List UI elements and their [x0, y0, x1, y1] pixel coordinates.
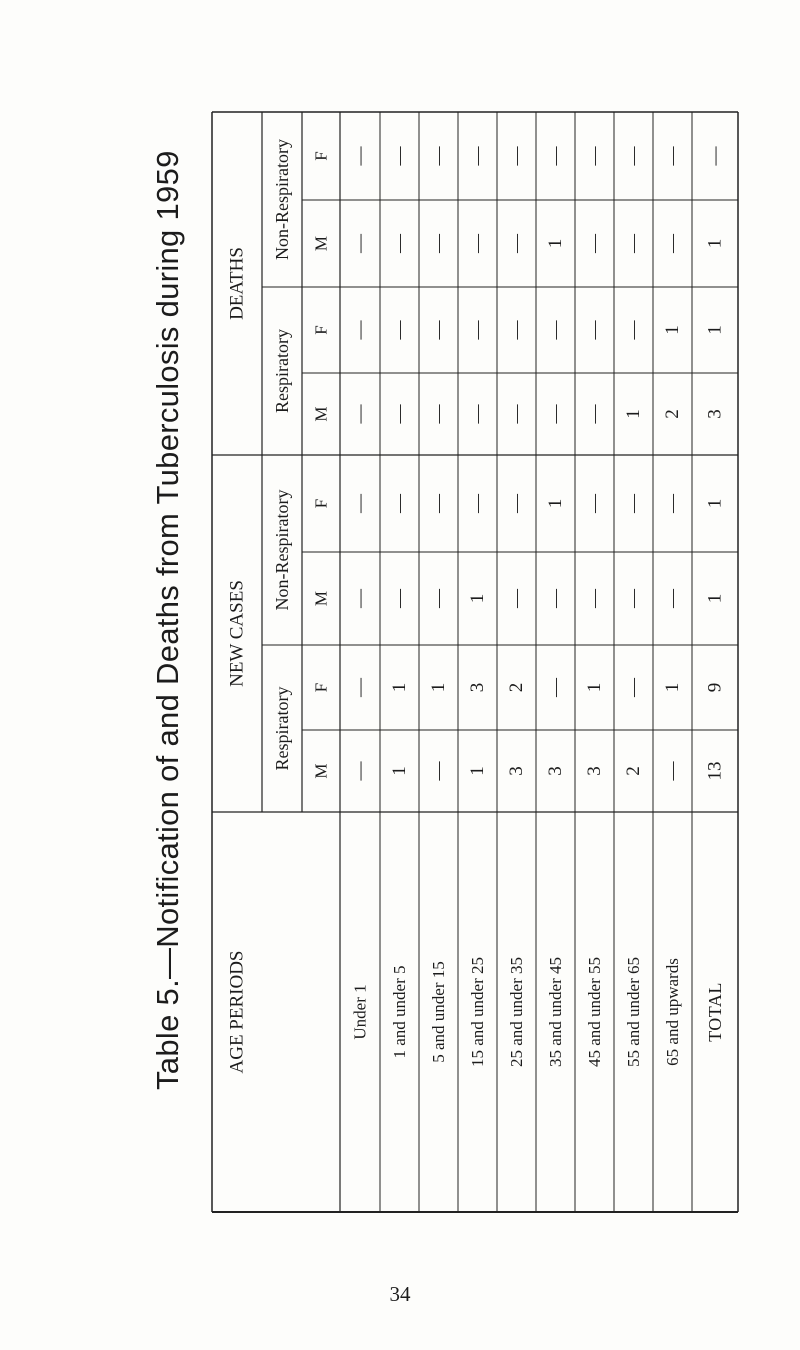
deaths-resp-f-label: F: [311, 325, 331, 335]
table-cell-d-resp-f: —: [584, 320, 605, 340]
table-cell-d-resp-f: —: [506, 320, 527, 340]
age-period-label: 15 and under 25: [468, 956, 487, 1068]
table-cell-d-resp-f: —: [467, 320, 488, 340]
table-cell-d-non-m: —: [428, 234, 449, 253]
table-cell-nc-non-m: —: [623, 589, 644, 608]
table-cell-d-non-m: —: [389, 234, 410, 253]
deaths-non-resp-f-label: F: [311, 151, 331, 161]
table-cell-nc-resp-f: 9: [704, 682, 726, 693]
table-cell-nc-resp-m: 3: [584, 766, 605, 776]
table-cell-nc-resp-m: 2: [623, 766, 644, 776]
newcases-respiratory-label: Respiratory: [272, 686, 292, 771]
table-cell-d-resp-m: —: [428, 404, 449, 424]
table-cell-nc-non-f: —: [467, 494, 488, 513]
new-cases-header: NEW CASES: [226, 580, 248, 687]
table-cell-nc-resp-f: 1: [584, 682, 605, 693]
table-cell-d-non-f: —: [704, 146, 726, 166]
table-cell-nc-non-m: 1: [467, 593, 488, 604]
table-cell-nc-non-m: —: [389, 589, 410, 608]
table-cell-d-non-m: —: [584, 234, 605, 253]
table-cell-d-non-m: —: [662, 234, 683, 253]
table-cell-d-non-f: —: [467, 146, 488, 166]
table-cell-d-resp-m: 2: [662, 409, 683, 419]
deaths-non-resp-m-label: M: [311, 235, 331, 252]
table-cell-d-non-f: —: [428, 146, 449, 166]
table-cell-d-non-f: —: [623, 146, 644, 166]
table-cell-nc-non-f: —: [349, 494, 371, 513]
table-cell-nc-resp-f: 1: [389, 682, 410, 693]
table-cell-d-non-m: 1: [545, 238, 566, 249]
table-cell-nc-resp-m: —: [428, 761, 449, 781]
table-cell-d-non-m: —: [623, 234, 644, 253]
table-cell-d-resp-m: —: [584, 404, 605, 424]
table-cell-nc-resp-f: —: [545, 678, 566, 697]
age-period-label: Under 1: [350, 984, 370, 1040]
table-cell-nc-non-m: —: [428, 589, 449, 608]
table-cell-d-non-m: 1: [704, 238, 726, 249]
page-title: Table 5.—Notification of and Deaths from Tuberculosis during 1959: [150, 150, 185, 1090]
table-cell-d-resp-f: —: [428, 320, 449, 340]
age-period-label: 1 and under 5: [390, 965, 409, 1059]
table-cell-nc-resp-f: 1: [428, 682, 449, 693]
table-cell-d-non-f: —: [584, 146, 605, 166]
total-row-label: TOTAL: [705, 982, 725, 1042]
table-cell-nc-resp-m: 3: [506, 766, 527, 776]
table-cell-d-resp-m: —: [506, 404, 527, 424]
table-cell-nc-resp-f: 2: [506, 682, 527, 693]
table-cell-nc-non-m: —: [545, 589, 566, 608]
table-cell-nc-resp-m: 1: [467, 766, 488, 776]
table-cell-d-resp-m: —: [349, 404, 371, 424]
table-cell-nc-non-m: —: [506, 589, 527, 608]
table-cell-nc-non-f: 1: [545, 498, 566, 509]
table-cell-d-non-m: —: [467, 234, 488, 253]
table-cell-d-non-m: —: [506, 234, 527, 253]
table-cell-nc-resp-f: —: [623, 678, 644, 697]
newcases-non-respiratory-label: Non-Respiratory: [272, 489, 292, 611]
table-cell-nc-non-f: 1: [704, 498, 726, 509]
table-cell-d-resp-f: —: [389, 320, 410, 340]
table-cell-d-non-f: —: [349, 146, 371, 166]
table-cell-d-resp-f: —: [545, 320, 566, 340]
age-period-label: 65 and upwards: [663, 958, 682, 1066]
table-cell-d-non-m: —: [349, 234, 371, 253]
table-cell-d-resp-m: —: [389, 404, 410, 424]
table-cell-d-resp-m: —: [467, 404, 488, 424]
table-cell-nc-non-f: —: [584, 494, 605, 513]
table-cell-d-resp-f: —: [349, 320, 371, 340]
table-cell-d-resp-m: 3: [704, 409, 726, 419]
table-cell-nc-non-m: —: [584, 589, 605, 608]
table-cell-d-resp-f: —: [623, 320, 644, 340]
table-cell-nc-non-m: —: [662, 589, 683, 608]
page-number: 34: [389, 1282, 411, 1306]
table-cell-d-non-f: —: [389, 146, 410, 166]
newcases-resp-f-label: F: [311, 682, 331, 693]
table-cell-d-resp-f: 1: [662, 325, 683, 335]
table-cell-nc-resp-f: 3: [467, 682, 488, 693]
age-period-label: 45 and under 55: [585, 956, 604, 1068]
table-cell-nc-resp-m: 3: [545, 766, 566, 776]
deaths-header: DEATHS: [226, 247, 248, 320]
table-cell-nc-non-m: —: [349, 589, 371, 608]
table-cell-d-resp-m: —: [545, 404, 566, 424]
newcases-non-resp-f-label: F: [311, 498, 331, 509]
table-cell-nc-non-m: 1: [704, 593, 726, 604]
table-cell-nc-resp-m: 1: [389, 766, 410, 776]
newcases-resp-m-label: M: [311, 763, 331, 779]
table-cell-nc-non-f: —: [506, 494, 527, 513]
table-cell-d-resp-m: 1: [623, 409, 644, 419]
table-cell-nc-resp-m: 13: [704, 761, 726, 781]
table-cell-nc-non-f: —: [389, 494, 410, 513]
age-periods-header: AGE PERIODS: [226, 950, 248, 1074]
table-cell-d-resp-f: 1: [704, 325, 726, 335]
age-period-label: 35 and under 45: [546, 956, 565, 1068]
age-period-label: 5 and under 15: [429, 961, 448, 1063]
deaths-resp-m-label: M: [311, 406, 331, 422]
deaths-respiratory-label: Respiratory: [272, 329, 292, 413]
newcases-non-resp-m-label: M: [311, 590, 331, 607]
age-period-label: 25 and under 35: [507, 956, 526, 1068]
table-cell-nc-resp-m: —: [349, 761, 371, 781]
age-period-label: 55 and under 65: [624, 956, 643, 1068]
table-cell-nc-non-f: —: [662, 494, 683, 513]
table-cell-d-non-f: —: [545, 146, 566, 166]
deaths-non-respiratory-label: Non-Respiratory: [272, 139, 292, 260]
table-cell-d-non-f: —: [662, 146, 683, 166]
table-cell-nc-resp-f: 1: [662, 682, 683, 693]
table-cell-nc-resp-f: —: [349, 678, 371, 697]
table-cell-nc-resp-m: —: [662, 761, 683, 781]
table-cell-nc-non-f: —: [428, 494, 449, 513]
table-cell-nc-non-f: —: [623, 494, 644, 513]
table-cell-d-non-f: —: [506, 146, 527, 166]
